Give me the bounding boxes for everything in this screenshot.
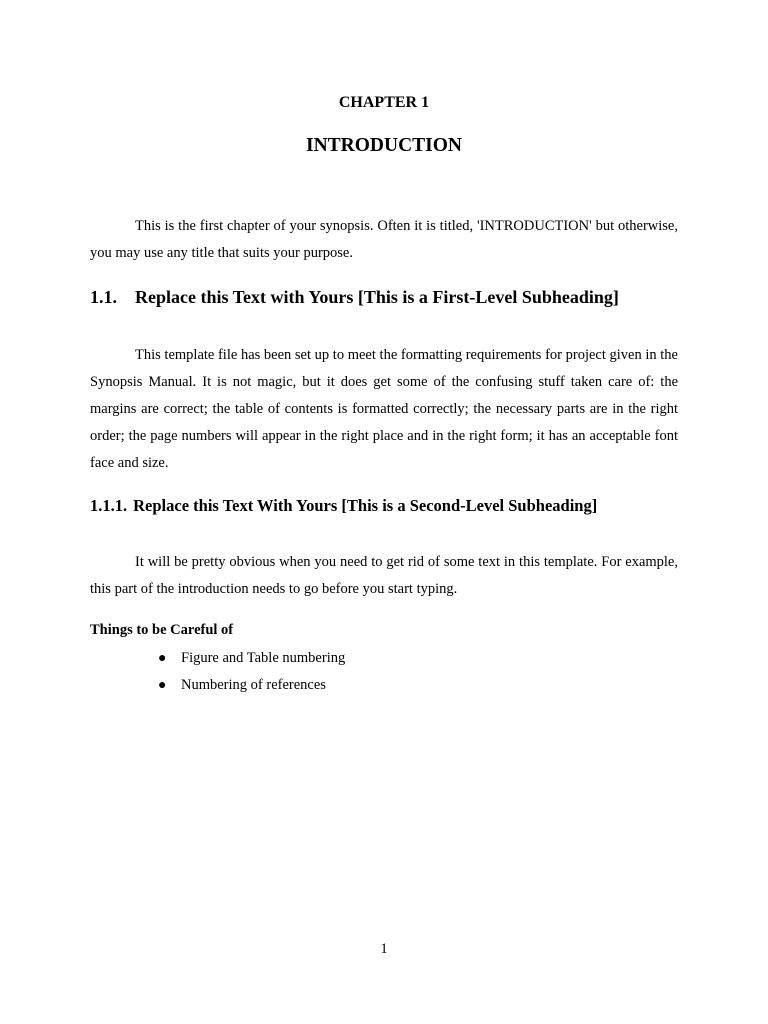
intro-paragraph: This is the first chapter of your synopsis. Often it is titled, 'INTRODUCTION' but otherwise, you may use any title that suits your purpose. <box>90 218 678 261</box>
list-item <box>156 672 345 699</box>
list-item-text: Figure and Table numbering <box>181 650 346 666</box>
obvious-paragraph: It will be pretty obvious when you need to get rid of some text in this template. For example, this part of the introduction needs to go before you start typing. <box>90 554 678 597</box>
list-item-text: Numbering of references <box>181 677 326 693</box>
chapter-title: INTRODUCTION <box>305 135 463 156</box>
bullet-icon: ● <box>158 651 167 666</box>
second-level-subheading-number: 1.1.1. <box>90 496 128 515</box>
careful-title: Things to be Careful of <box>90 622 234 638</box>
second-level-subheading-text: Replace this Text With Yours [This is a Second-Level Subheading] <box>133 496 598 515</box>
first-level-subheading-number: 1.1. <box>90 287 117 307</box>
list-item <box>156 645 345 672</box>
bullet-icon: ● <box>158 678 167 693</box>
chapter-label: CHAPTER 1 <box>338 94 430 111</box>
second-level-subheading <box>90 496 690 516</box>
first-level-subheading-text: Replace this Text with Yours [This is a First-Level Subheading] <box>135 287 619 307</box>
template-paragraph: This template file has been set up to meet the formatting requirements for project given in the Synopsis Manual. It is not magic, but it does get some of the confusing stuff taken care of: the margins are correct; the table of contents is formatted correctly; the necessary parts are in the right order; the page numbers will appear in the right place and in the right form; it has an acceptable font face and size. <box>90 347 678 471</box>
page-number: 1 <box>380 941 388 957</box>
first-level-subheading <box>90 287 690 308</box>
careful-list <box>156 645 345 699</box>
